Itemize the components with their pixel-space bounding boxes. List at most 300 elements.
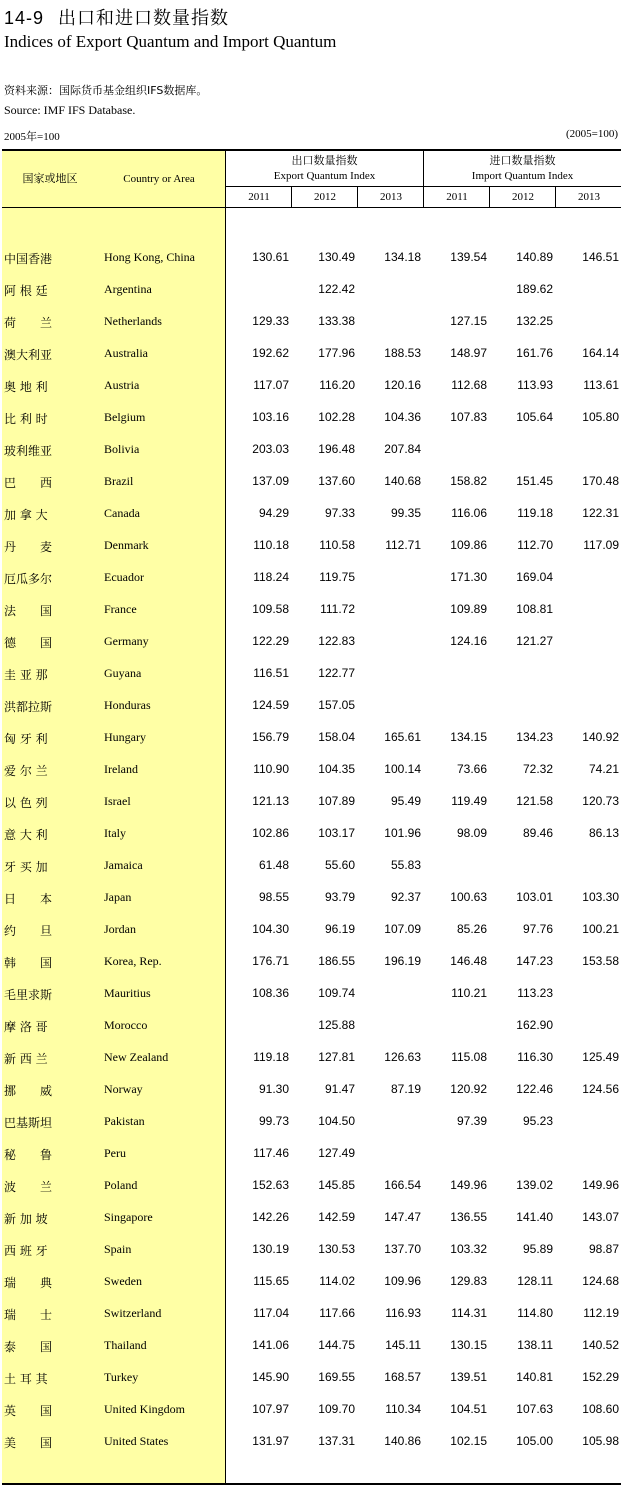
table-row [2,688,621,720]
index-value: 122.31 [582,506,619,520]
country-name-cn: 瑞 士 [4,1308,53,1322]
index-value: 127.81 [318,1050,355,1064]
index-value: 121.27 [516,634,553,648]
header-country-cn: 国家或地区 [22,172,78,185]
table-row [2,240,621,272]
index-value: 109.74 [318,986,355,1000]
index-value: 132.25 [516,314,553,328]
table-row [2,752,621,784]
index-value: 166.54 [384,1178,421,1192]
country-name-cn: 英 国 [4,1404,53,1418]
index-value: 146.51 [582,250,619,264]
index-value: 108.60 [582,1402,619,1416]
index-value: 126.63 [384,1050,421,1064]
table-row [2,816,621,848]
table-row [2,944,621,976]
country-name-en: Bolivia [104,442,140,456]
index-value: 141.40 [516,1210,553,1224]
index-value: 93.79 [324,890,355,904]
country-name-en: Italy [104,826,126,840]
country-name-cn: 新 西 兰 [4,1052,48,1066]
index-value: 102.28 [318,410,355,424]
index-value: 110.90 [253,762,289,776]
table-row [2,336,621,368]
country-name-cn: 奥 地 利 [4,380,48,394]
index-value: 119.49 [451,794,487,808]
index-value: 110.58 [319,538,355,552]
index-value: 61.48 [258,858,289,872]
country-name-cn: 厄瓜多尔 [4,572,53,586]
index-value: 116.06 [451,506,487,520]
country-name-cn: 巴 西 [4,476,53,490]
country-name-en: United States [104,1434,169,1448]
header-import-en: Import Quantum Index [471,170,574,182]
index-value: 162.90 [516,1018,553,1032]
index-value: 97.33 [324,506,355,520]
header-export-cn: 出口数量指数 [291,154,358,167]
index-value: 105.64 [516,410,553,424]
index-value: 74.21 [588,762,619,776]
table-row [2,1040,621,1072]
page-title-cn [4,4,229,30]
index-value: 120.92 [450,1082,487,1096]
index-value: 152.29 [582,1370,619,1384]
header-country-en: Country or Area [123,173,195,185]
country-name-cn: 约 旦 [4,924,53,938]
index-value: 169.04 [516,570,553,584]
country-name-cn: 新 加 坡 [4,1212,48,1226]
base-year-en: (2005=100) [565,128,618,140]
year-header: 2011 [248,191,270,203]
table-row [2,592,621,624]
table-row [2,1104,621,1136]
country-name-en: Singapore [104,1210,153,1224]
bottom-rule [2,1483,621,1485]
index-value: 122.42 [318,282,355,296]
table-row [2,1264,621,1296]
country-name-en: Mauritius [104,986,151,1000]
index-value: 130.61 [252,250,289,264]
index-value: 122.77 [318,666,355,680]
index-value: 119.18 [253,1050,289,1064]
index-value: 98.09 [456,826,487,840]
table-body [2,240,621,1456]
table-row [2,432,621,464]
index-value: 136.55 [450,1210,487,1224]
table-row [2,1424,621,1456]
index-value: 105.00 [516,1434,553,1448]
index-value: 144.75 [318,1338,355,1352]
country-name-en: Japan [104,890,132,904]
country-name-cn: 美 国 [4,1436,53,1450]
index-value: 104.30 [252,922,289,936]
index-value: 152.63 [252,1178,289,1192]
index-value: 108.36 [252,986,289,1000]
index-value: 116.30 [517,1050,553,1064]
country-name-en: Morocco [104,1018,148,1032]
index-value: 124.68 [582,1274,619,1288]
table-row [2,976,621,1008]
country-name-en: Canada [104,506,140,520]
country-name-en: Peru [104,1146,126,1160]
country-name-cn: 德 国 [4,636,53,650]
index-value: 103.01 [516,890,553,904]
country-name-en: France [104,602,137,616]
year-header: 2012 [512,191,534,203]
country-name-en: Brazil [104,474,134,488]
table-row [2,656,621,688]
country-name-en: Ireland [104,762,138,776]
index-value: 122.46 [516,1082,553,1096]
table-row [2,1360,621,1392]
country-name-cn: 荷 兰 [4,316,53,330]
index-value: 141.06 [252,1338,289,1352]
index-value: 104.50 [318,1114,355,1128]
source-note-cn: 资料来源：国际货币基金组织IFS数据库。 [4,84,208,97]
index-value: 127.49 [318,1146,355,1160]
index-value: 137.60 [318,474,355,488]
index-value: 109.86 [450,538,487,552]
index-value: 72.32 [522,762,553,776]
index-value: 85.26 [456,922,487,936]
country-name-en: United Kingdom [104,1402,185,1416]
group-rule-import [424,186,621,187]
country-name-en: New Zealand [104,1050,169,1064]
index-value: 127.15 [450,314,487,328]
country-name-cn: 韩 国 [4,956,53,970]
table-row [2,496,621,528]
index-value: 139.02 [516,1178,553,1192]
index-value: 121.58 [516,794,553,808]
index-value: 168.57 [384,1370,421,1384]
index-value: 157.05 [318,698,355,712]
header-bottom-rule [2,207,621,208]
index-value: 122.29 [252,634,289,648]
index-value: 103.32 [450,1242,487,1256]
year-header: 2012 [314,191,336,203]
country-name-en: Poland [104,1178,138,1192]
index-value: 188.53 [384,346,421,360]
index-value: 165.61 [384,730,421,744]
index-value: 117.46 [253,1146,289,1160]
country-name-cn: 中国香港 [4,252,53,266]
table-row [2,624,621,656]
index-value: 99.35 [390,506,421,520]
country-name-cn: 土 耳 其 [4,1372,48,1386]
index-value: 109.58 [252,602,289,616]
table-row [2,304,621,336]
index-value: 97.39 [456,1114,487,1128]
index-value: 102.15 [450,1434,487,1448]
country-name-en: Jordan [104,922,136,936]
index-value: 117.66 [319,1306,355,1320]
table-row [2,1328,621,1360]
index-value: 95.89 [522,1242,553,1256]
index-value: 124.16 [450,634,487,648]
table-row [2,1136,621,1168]
index-value: 112.68 [451,378,487,392]
index-value: 105.98 [582,1434,619,1448]
table-row [2,880,621,912]
index-value: 100.21 [582,922,619,936]
table-row [2,464,621,496]
index-value: 109.89 [450,602,487,616]
index-value: 134.18 [384,250,421,264]
header-export-en: Export Quantum Index [273,170,376,182]
index-value: 164.14 [582,346,619,360]
index-value: 87.19 [390,1082,421,1096]
table-row [2,1200,621,1232]
group-rule-export [225,186,423,187]
index-value: 129.33 [252,314,289,328]
country-name-en: Honduras [104,698,151,712]
index-value: 140.89 [516,250,553,264]
index-value: 186.55 [318,954,355,968]
index-value: 110.18 [253,538,289,552]
country-name-cn: 意 大 利 [4,828,48,842]
country-name-cn: 秘 鲁 [4,1148,53,1162]
country-name-en: Australia [104,346,148,360]
index-value: 97.76 [522,922,553,936]
index-value: 145.11 [385,1338,421,1352]
index-value: 107.09 [384,922,421,936]
index-value: 55.60 [324,858,355,872]
country-name-cn: 玻利维亚 [4,444,53,458]
index-value: 55.83 [390,858,421,872]
index-value: 110.34 [385,1402,421,1416]
index-value: 149.96 [582,1178,619,1192]
index-value: 112.19 [583,1306,619,1320]
country-name-cn: 摩 洛 哥 [4,1020,48,1034]
index-value: 140.52 [582,1338,619,1352]
index-value: 140.68 [384,474,421,488]
index-value: 137.70 [384,1242,421,1256]
index-value: 134.15 [450,730,487,744]
index-value: 124.56 [582,1082,619,1096]
index-value: 192.62 [252,346,289,360]
index-value: 95.49 [390,794,421,808]
index-value: 196.48 [318,442,355,456]
index-value: 95.23 [522,1114,553,1128]
index-value: 196.19 [384,954,421,968]
index-value: 156.79 [252,730,289,744]
index-value: 101.96 [384,826,421,840]
index-value: 130.15 [450,1338,487,1352]
index-value: 153.58 [582,954,619,968]
country-name-en: Pakistan [104,1114,145,1128]
index-value: 131.97 [252,1434,289,1448]
index-value: 125.88 [318,1018,355,1032]
index-value: 103.17 [318,826,355,840]
country-name-en: Korea, Rep. [104,954,162,968]
index-value: 111.72 [320,602,355,616]
country-name-en: Belgium [104,410,146,424]
index-value: 137.09 [252,474,289,488]
index-value: 142.26 [252,1210,289,1224]
country-name-cn: 以 色 列 [4,796,48,810]
index-value: 107.83 [450,410,487,424]
index-value: 138.11 [517,1338,553,1352]
index-value: 128.11 [517,1274,553,1288]
index-value: 86.13 [588,826,619,840]
index-value: 103.16 [252,410,289,424]
country-name-cn: 巴基斯坦 [4,1116,53,1130]
index-value: 142.59 [318,1210,355,1224]
index-value: 104.35 [318,762,355,776]
index-value: 114.31 [451,1306,487,1320]
index-value: 100.14 [384,762,421,776]
index-value: 137.31 [318,1434,355,1448]
index-value: 148.97 [450,346,487,360]
index-value: 171.30 [450,570,487,584]
index-value: 116.20 [319,378,355,392]
table-row [2,720,621,752]
index-value: 145.85 [318,1178,355,1192]
index-value: 125.49 [582,1050,619,1064]
country-name-en: Jamaica [104,858,143,872]
country-name-cn: 加 拿 大 [4,508,48,522]
index-value: 139.54 [450,250,487,264]
index-value: 108.81 [516,602,553,616]
table-row [2,1072,621,1104]
index-value: 145.90 [252,1370,289,1384]
country-name-en: Denmark [104,538,149,552]
index-value: 158.04 [318,730,355,744]
index-value: 104.51 [450,1402,487,1416]
index-value: 103.30 [582,890,619,904]
table-row [2,528,621,560]
index-value: 113.61 [583,378,619,392]
country-name-cn: 匈 牙 利 [4,732,48,746]
index-value: 117.09 [583,538,619,552]
country-name-cn: 挪 威 [4,1084,53,1098]
index-value: 112.71 [385,538,421,552]
table-row [2,400,621,432]
title-cn-text: 出口和进口数量指数 [58,8,230,29]
table-row [2,1232,621,1264]
country-name-en: Spain [104,1242,132,1256]
index-value: 147.23 [516,954,553,968]
table-row [2,1008,621,1040]
country-name-cn: 爱 尔 兰 [4,764,48,778]
index-value: 98.87 [588,1242,619,1256]
country-name-en: Guyana [104,666,142,680]
index-value: 96.19 [324,922,355,936]
index-value: 122.83 [318,634,355,648]
table-row [2,784,621,816]
country-name-en: Germany [104,634,149,648]
index-value: 112.70 [517,538,553,552]
country-name-en: Hong Kong, China [104,250,195,264]
country-name-en: Thailand [104,1338,147,1352]
index-value: 92.37 [390,890,421,904]
country-name-cn: 波 兰 [4,1180,53,1194]
index-value: 102.86 [252,826,289,840]
country-name-cn: 毛里求斯 [4,988,53,1002]
country-name-en: Sweden [104,1274,142,1288]
country-name-cn: 牙 买 加 [4,860,48,874]
index-value: 115.08 [451,1050,487,1064]
country-name-en: Turkey [104,1370,139,1384]
source-note-en: Source: IMF IFS Database. [4,103,136,117]
index-value: 161.76 [516,346,553,360]
index-value: 119.18 [517,506,553,520]
index-value: 119.75 [319,570,355,584]
country-name-cn: 法 国 [4,604,53,618]
index-value: 91.47 [324,1082,355,1096]
country-name-cn: 圭 亚 那 [4,668,48,682]
index-value: 117.04 [253,1306,289,1320]
country-name-en: Netherlands [104,314,162,328]
top-rule [2,149,621,151]
index-value: 203.03 [252,442,289,456]
country-name-cn: 泰 国 [4,1340,53,1354]
index-value: 129.83 [450,1274,487,1288]
index-value: 107.63 [516,1402,553,1416]
index-value: 140.92 [582,730,619,744]
index-value: 169.55 [318,1370,355,1384]
table-row [2,848,621,880]
index-value: 176.71 [252,954,289,968]
index-value: 94.29 [258,506,289,520]
index-value: 143.07 [582,1210,619,1224]
index-value: 110.21 [451,986,487,1000]
year-header: 2013 [380,191,402,203]
table-row [2,1392,621,1424]
index-value: 89.46 [522,826,553,840]
index-value: 170.48 [582,474,619,488]
index-value: 73.66 [456,762,487,776]
table-row [2,912,621,944]
index-value: 99.73 [258,1114,289,1128]
page-title-en: Indices of Export Quantum and Import Quantum [4,32,337,51]
country-name-cn: 丹 麦 [4,540,53,554]
country-name-cn: 瑞 典 [4,1276,53,1290]
index-value: 113.93 [517,378,553,392]
country-name-cn: 澳大利亚 [4,348,53,362]
country-name-cn: 日 本 [4,892,53,906]
index-value: 114.02 [319,1274,355,1288]
data-table [2,149,621,1485]
index-value: 105.80 [582,410,619,424]
index-value: 116.51 [253,666,289,680]
index-value: 134.23 [516,730,553,744]
country-name-en: Switzerland [104,1306,162,1320]
country-name-en: Ecuador [104,570,144,584]
index-value: 177.96 [318,346,355,360]
index-value: 107.97 [252,1402,289,1416]
index-value: 124.59 [252,698,289,712]
index-value: 130.19 [252,1242,289,1256]
country-name-en: Austria [104,378,140,392]
index-value: 130.53 [318,1242,355,1256]
index-value: 149.96 [450,1178,487,1192]
index-value: 98.55 [258,890,289,904]
country-name-cn: 阿 根 廷 [4,284,48,298]
index-value: 117.07 [253,378,289,392]
index-value: 133.38 [318,314,355,328]
index-value: 147.47 [384,1210,421,1224]
index-value: 120.73 [582,794,619,808]
index-value: 120.16 [384,378,421,392]
index-value: 109.96 [384,1274,421,1288]
country-name-cn: 西 班 牙 [4,1244,48,1258]
index-value: 130.49 [318,250,355,264]
index-value: 158.82 [450,474,487,488]
country-name-cn: 洪都拉斯 [4,700,53,714]
index-value: 118.24 [253,570,289,584]
table-row [2,272,621,304]
